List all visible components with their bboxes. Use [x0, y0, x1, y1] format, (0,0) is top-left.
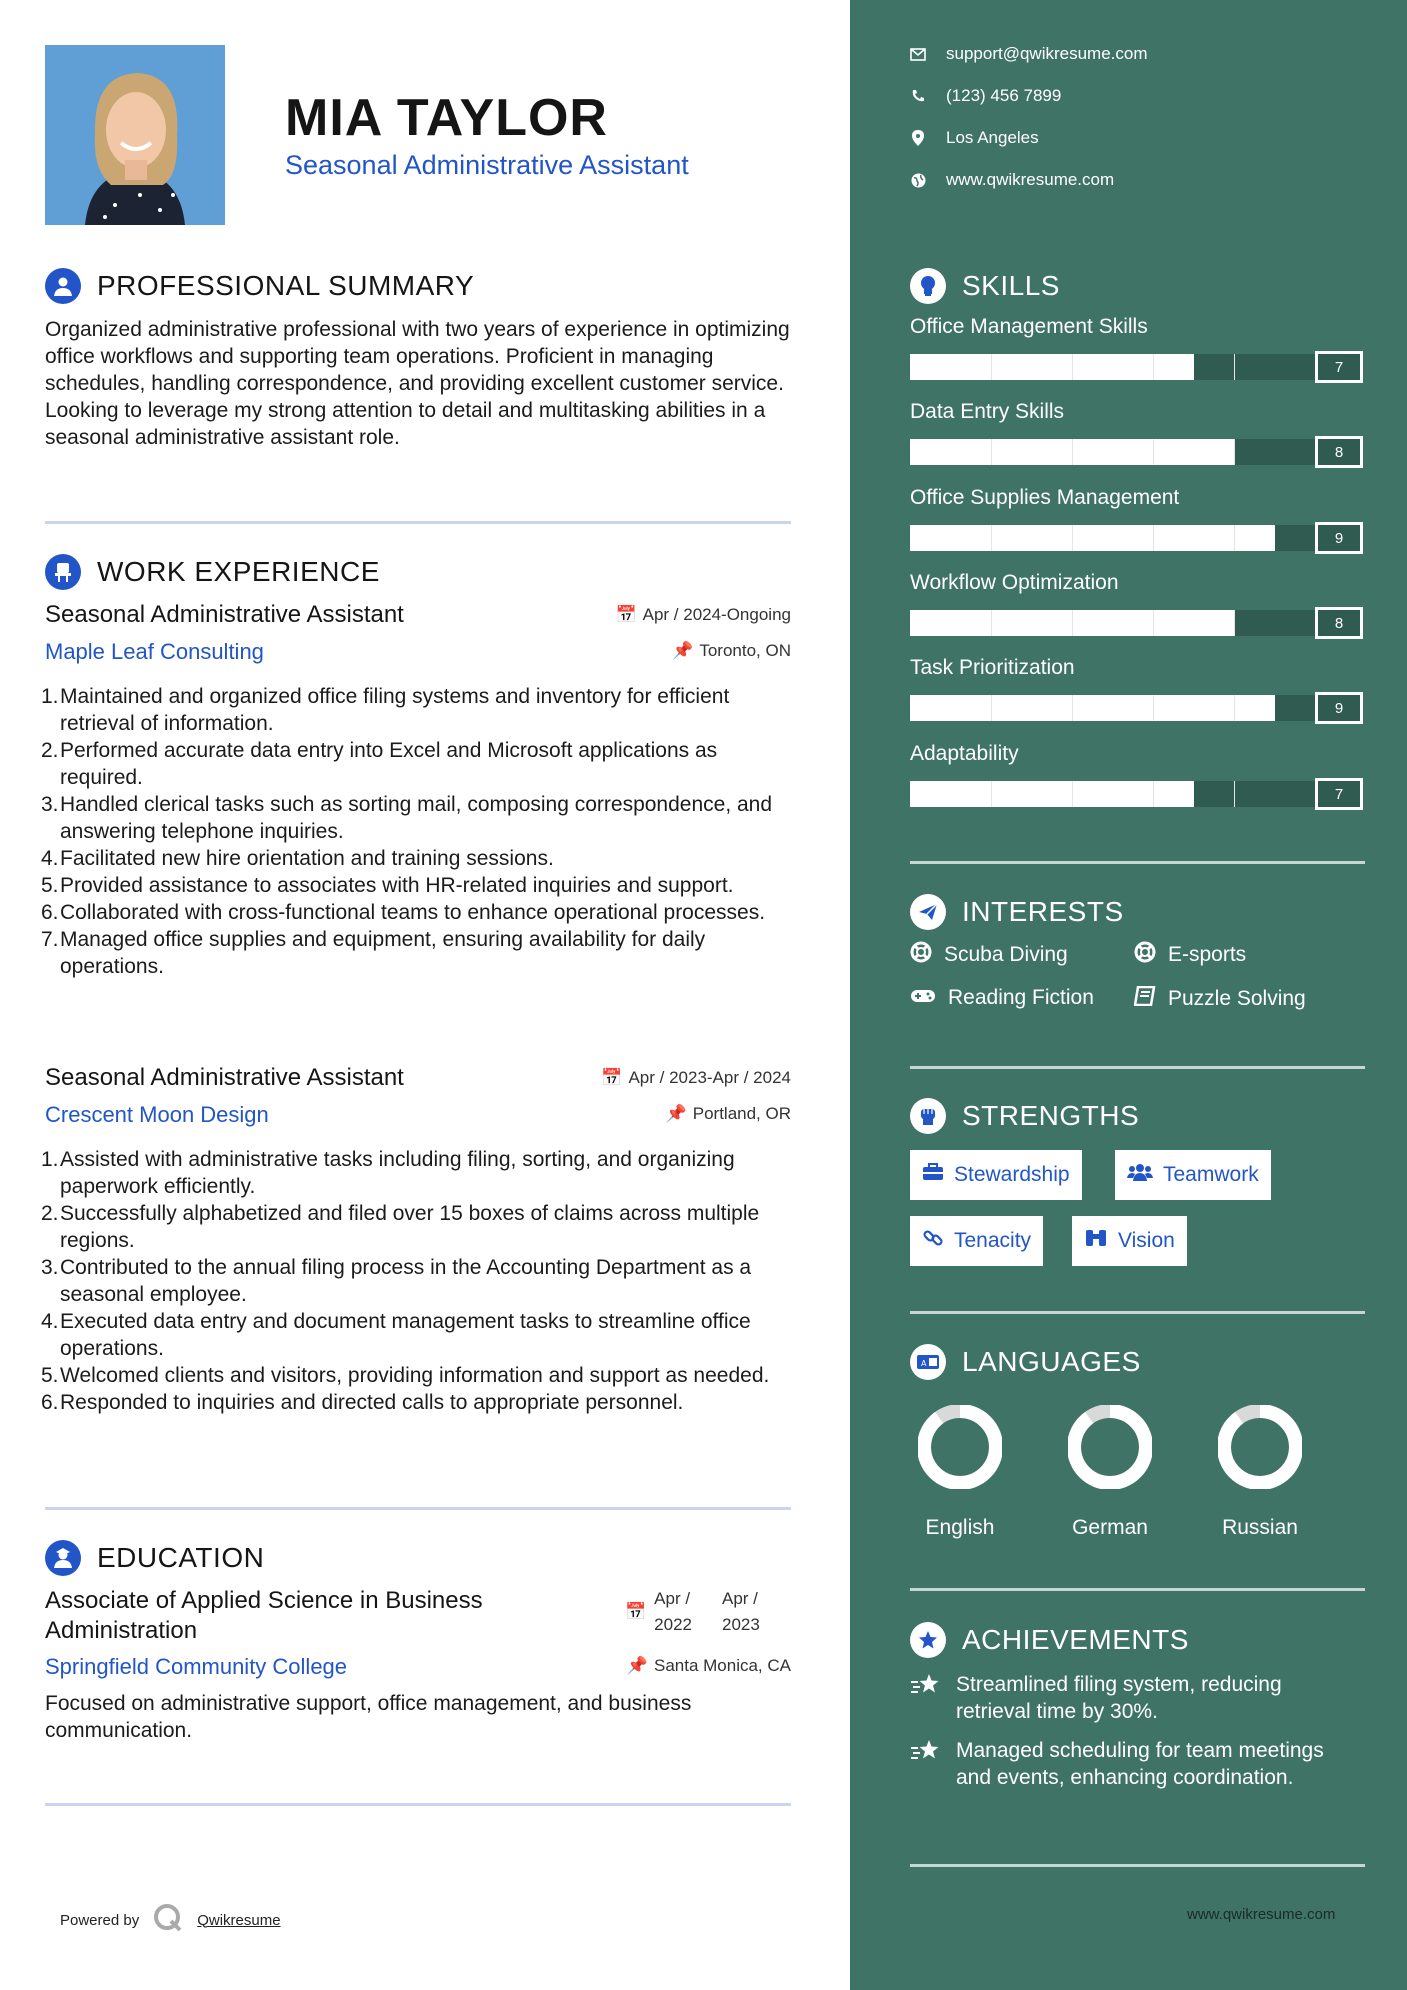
list-item: 1. Maintained and organized office filing systems and inventory for efficient retrieval of information.: [41, 685, 730, 735]
footer-website[interactable]: www.qwikresume.com: [1187, 1906, 1336, 1923]
languages-heading: [910, 1344, 1141, 1380]
briefcase-icon: [922, 1163, 944, 1187]
section-divider: [45, 1803, 791, 1806]
skill-bar: [910, 692, 1365, 722]
contact-email: support@qwikresume.com: [910, 44, 1148, 64]
book-icon: [1134, 986, 1156, 1012]
strength-tag: Vision: [1072, 1216, 1187, 1266]
contact-website: www.qwikresume.com: [910, 170, 1114, 190]
shooting-star-icon: [910, 1671, 942, 1725]
list-item: 4. Facilitated new hire orientation and training sessions.: [41, 847, 554, 870]
calendar-icon: 📅: [625, 1602, 647, 1621]
list-item: 1. Assisted with administrative tasks including filing, sorting, and organizing paperwork efficiently.: [41, 1148, 735, 1198]
skill-segment: [1234, 610, 1235, 636]
skill-segment: [1072, 781, 1073, 807]
skills-heading: [910, 268, 1060, 304]
job-duties: [41, 683, 791, 980]
phone-icon: [910, 88, 926, 104]
skill-score: 7: [1315, 351, 1363, 383]
section-divider: [45, 521, 791, 524]
job-entry: [41, 601, 791, 980]
language-name: English: [925, 1516, 995, 1539]
section-divider: [910, 1588, 1365, 1591]
job-date: 📅 Apr / 2024-Ongoing: [615, 605, 791, 624]
skill-score: 9: [1315, 522, 1363, 554]
interest-item: Scuba Diving: [910, 941, 1068, 969]
list-item: 3. Handled clerical tasks such as sorting mail, composing correspondence, and answering telephone inquiries.: [41, 793, 773, 843]
user-icon: [45, 268, 81, 304]
skill-item: [910, 656, 1365, 722]
language-item: [1060, 1405, 1160, 1540]
job-entry: [41, 1064, 791, 1416]
gamepad-icon: [910, 986, 936, 1010]
section-divider: [910, 861, 1365, 864]
skill-segment: [1234, 695, 1235, 721]
job-duties: [41, 1146, 791, 1416]
skill-segment: [1153, 439, 1154, 465]
pin-icon: 📌: [626, 1656, 648, 1675]
list-item: 2. Performed accurate data entry into Excel and Microsoft applications as required.: [41, 739, 718, 789]
skill-fill: [910, 695, 1275, 721]
list-item: 2. Successfully alphabetized and filed over 15 boxes of claims across multiple regions.: [41, 1202, 760, 1252]
skill-fill: [910, 781, 1194, 807]
skill-segment: [991, 439, 992, 465]
summary-heading: [45, 268, 474, 304]
summary-title: PROFESSIONAL SUMMARY: [97, 270, 475, 301]
pin-icon: 📌: [672, 641, 694, 660]
skill-segment: [1072, 695, 1073, 721]
list-item: 5. Welcomed clients and visitors, providing information and support as needed.: [41, 1364, 770, 1387]
users-icon: [1127, 1163, 1153, 1187]
candidate-name: MIA TAYLOR: [285, 89, 608, 147]
skill-segment: [1153, 525, 1154, 551]
list-item: 7. Managed office supplies and equipment, ensuring availability for daily operations.: [41, 928, 706, 978]
skill-bar: [910, 436, 1365, 466]
job-title: Seasonal Administrative Assistant: [45, 601, 404, 628]
skill-segment: [1234, 354, 1235, 380]
skill-segment: [1153, 781, 1154, 807]
job-date: 📅 Apr / 2023-Apr / 2024: [601, 1068, 791, 1087]
skill-segment: [991, 695, 992, 721]
section-divider: [910, 1066, 1365, 1069]
job-location: 📌 Portland, OR: [665, 1104, 791, 1123]
strength-tag: Tenacity: [910, 1216, 1043, 1266]
globe-icon: [910, 172, 926, 188]
school-location: 📌 Santa Monica, CA: [626, 1656, 791, 1675]
skill-segment: [1153, 610, 1154, 636]
skill-segment: [1234, 781, 1235, 807]
skills-title: SKILLS: [962, 270, 1060, 301]
experience-title: WORK EXPERIENCE: [97, 556, 380, 587]
language-name: German: [1072, 1516, 1148, 1539]
skill-segment: [1234, 439, 1235, 465]
skill-segment: [991, 781, 992, 807]
strength-tag: Stewardship: [910, 1150, 1082, 1200]
section-divider: [910, 1311, 1365, 1314]
strengths-heading: [910, 1098, 1139, 1134]
skill-bar: [910, 351, 1365, 381]
language-item: [1210, 1405, 1310, 1540]
skill-name: Adaptability: [910, 742, 1019, 765]
language-ring: [918, 1405, 1002, 1489]
experience-heading: [45, 554, 380, 590]
skill-score: 8: [1315, 607, 1363, 639]
sidebar: [850, 0, 1407, 1990]
skill-segment: [1234, 525, 1235, 551]
section-divider: [910, 1864, 1365, 1867]
contact-phone: (123) 456 7899: [910, 86, 1061, 106]
graduate-icon: [45, 1540, 81, 1576]
language-ring: [1218, 1405, 1302, 1489]
education-dates: 📅 Apr / 2022 Apr / 2023: [625, 1589, 760, 1634]
language-ring: [1068, 1405, 1152, 1489]
life-ring-icon: [910, 941, 932, 969]
svg-text:A: A: [921, 1359, 927, 1368]
skill-bar: [910, 607, 1365, 637]
summary-text: Organized administrative professional with two years of experience in optimizing office workflows and supporting team operations. Proficient in managing schedules, handling correspondence, and providing excellent customer service. Looking to leverage my strong attention to detail and multitasking abilities in a seasonal administrative assistant role.: [45, 318, 790, 449]
profile-photo: [45, 45, 225, 225]
education-description: Focused on administrative support, office management, and business communication.: [45, 1692, 692, 1742]
skill-segment: [1072, 610, 1073, 636]
skill-name: Workflow Optimization: [910, 571, 1119, 594]
pin-icon: 📌: [665, 1104, 687, 1123]
skill-item: [910, 742, 1365, 808]
education-heading: [45, 1540, 264, 1576]
language-name: Russian: [1222, 1516, 1298, 1539]
job-company: Maple Leaf Consulting: [45, 639, 264, 664]
contact-location: Los Angeles: [910, 128, 1039, 148]
school-name: Springfield Community College: [45, 1654, 348, 1679]
job-location: 📌 Toronto, ON: [672, 641, 791, 660]
skill-item: [910, 486, 1365, 552]
skill-bar: [910, 522, 1365, 552]
binoculars-icon: [1084, 1228, 1108, 1254]
skill-bar: [910, 778, 1365, 808]
section-divider: [45, 1507, 791, 1510]
skill-score: 7: [1315, 778, 1363, 810]
skill-fill: [910, 525, 1275, 551]
map-marker-icon: [910, 130, 926, 146]
lightbulb-icon: [910, 268, 946, 304]
envelope-icon: [910, 46, 926, 62]
link-icon: [922, 1227, 944, 1255]
achievement-item: Streamlined filing system, reducing retrieval time by 30%.: [910, 1671, 1350, 1725]
skill-name: Data Entry Skills: [910, 400, 1065, 423]
skill-name: Office Supplies Management: [910, 486, 1180, 509]
calendar-icon: 📅: [615, 605, 637, 624]
education-title: EDUCATION: [97, 1542, 265, 1573]
skill-segment: [991, 610, 992, 636]
skill-fill: [910, 354, 1194, 380]
fist-icon: [910, 1098, 946, 1134]
skill-score: 9: [1315, 692, 1363, 724]
qwikresume-link[interactable]: Qwikresume: [197, 1911, 281, 1929]
skill-segment: [991, 525, 992, 551]
strengths-title: STRENGTHS: [962, 1100, 1140, 1131]
list-item: 6. Collaborated with cross-functional teams to enhance operational processes.: [41, 901, 766, 924]
degree-title: Associate of Applied Science in Business Administration: [45, 1587, 483, 1644]
job-title: Seasonal Administrative Assistant: [45, 1064, 404, 1091]
skill-segment: [1072, 439, 1073, 465]
strength-tag: Teamwork: [1115, 1150, 1271, 1200]
list-item: 4. Executed data entry and document management tasks to streamline office operations.: [41, 1310, 751, 1360]
skill-item: [910, 315, 1365, 381]
life-ring-icon: [1134, 941, 1156, 969]
achievements-title: ACHIEVEMENTS: [962, 1624, 1189, 1655]
shooting-star-icon: [910, 1737, 942, 1791]
interest-item: Puzzle Solving: [1134, 986, 1306, 1012]
interests-heading: [910, 894, 1124, 930]
skill-segment: [991, 354, 992, 380]
list-item: 6. Responded to inquiries and directed calls to appropriate personnel.: [41, 1391, 684, 1414]
language-icon: [910, 1344, 946, 1380]
skill-segment: [1153, 695, 1154, 721]
education-entry: [45, 1586, 791, 1744]
language-item: [910, 1405, 1010, 1540]
interest-item: E-sports: [1134, 941, 1246, 969]
skill-segment: [1072, 525, 1073, 551]
skill-segment: [1153, 354, 1154, 380]
skill-name: Office Management Skills: [910, 315, 1148, 338]
skill-item: [910, 400, 1365, 466]
candidate-title: Seasonal Administrative Assistant: [285, 150, 689, 180]
qwikresume-logo-icon: [153, 1903, 183, 1937]
skill-name: Task Prioritization: [910, 656, 1075, 679]
list-item: 3. Contributed to the annual filing process in the Accounting Department as a seasonal employee.: [41, 1256, 752, 1306]
skill-score: 8: [1315, 436, 1363, 468]
interests-title: INTERESTS: [962, 896, 1124, 927]
paper-plane-icon: [910, 894, 946, 930]
skill-segment: [1072, 354, 1073, 380]
achievements-heading: [910, 1622, 1189, 1658]
interest-item: Reading Fiction: [910, 986, 1094, 1010]
skill-item: [910, 571, 1365, 637]
star-badge-icon: [910, 1622, 946, 1658]
chair-icon: [45, 554, 81, 590]
job-company: Crescent Moon Design: [45, 1102, 269, 1127]
powered-by: Powered by Qwikresume: [60, 1903, 281, 1937]
list-item: 5. Provided assistance to associates with HR-related inquiries and support.: [41, 874, 734, 897]
languages-title: LANGUAGES: [962, 1346, 1141, 1377]
achievement-item: Managed scheduling for team meetings and events, enhancing coordination.: [910, 1737, 1350, 1791]
calendar-icon: 📅: [601, 1068, 623, 1087]
